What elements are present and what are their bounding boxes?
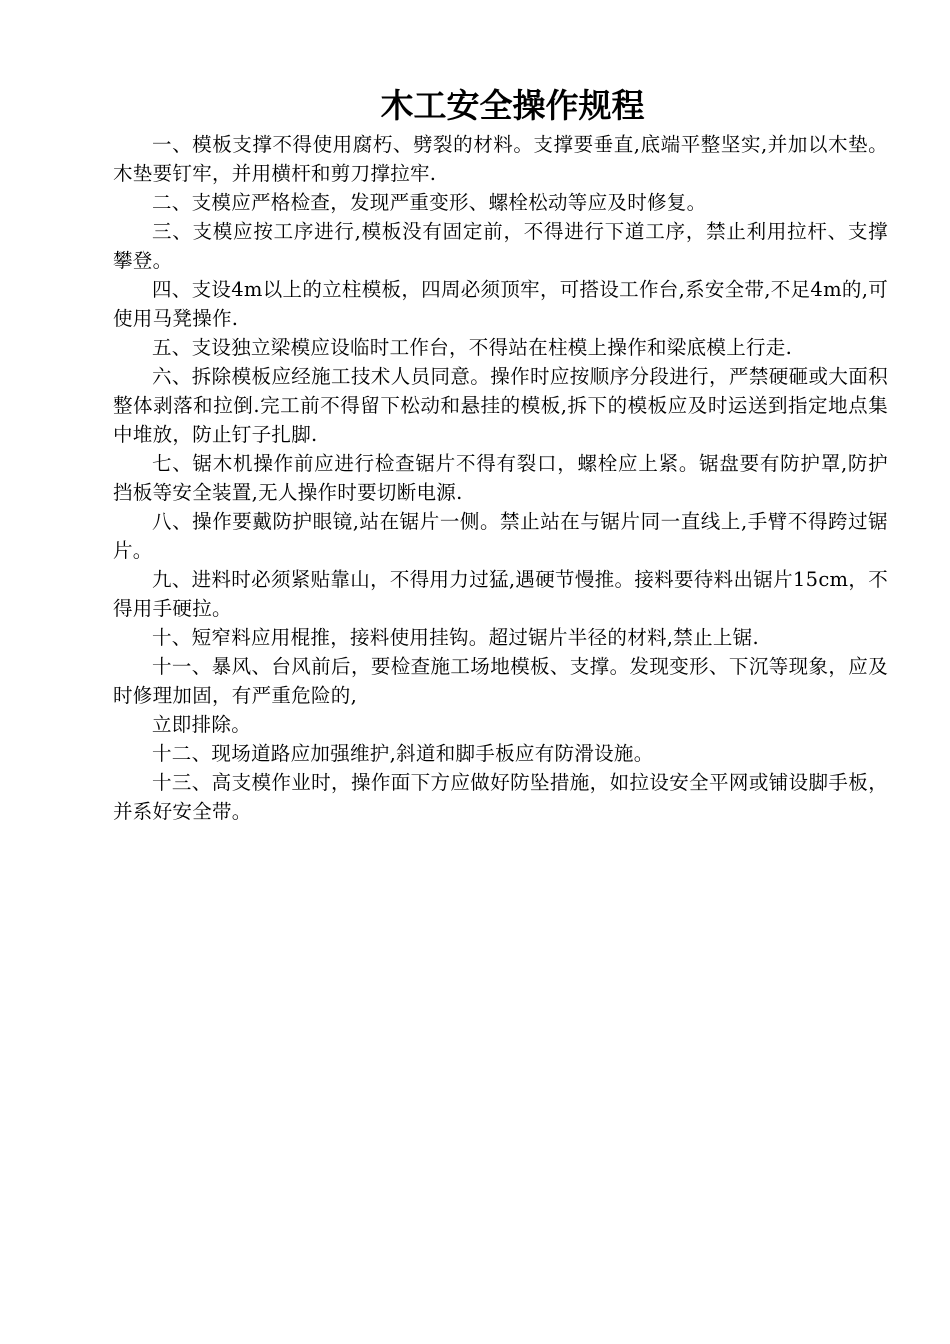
rule-paragraph-11: 十一、暴风、台风前后，要检查施工场地模板、支撑。发现变形、下沉等现象，应及时修理加固，有严重危险的, [113, 655, 888, 707]
rule-paragraph-12: 十二、现场道路应加强维护,斜道和脚手板应有防滑设施。 [152, 742, 654, 765]
rule-paragraph-9: 九、进料时必须紧贴靠山，不得用力过猛,遇硬节慢推。接料要待料出锯片15cm，不得用手硬拉。 [113, 568, 888, 620]
rule-paragraph-2: 二、支模应严格检查，发现严重变形、螺栓松动等应及时修复。 [152, 191, 707, 214]
rule-paragraph-6: 六、拆除模板应经施工技术人员同意。操作时应按顺序分段进行，严禁硬砸或大面积整体剥落和拉倒.完工前不得留下松动和悬挂的模板,拆下的模板应及时运送到指定地点集中堆放，防止钉子扎脚. [113, 365, 888, 446]
rule-paragraph-13: 十三、高支模作业时，操作面下方应做好防坠措施，如拉设安全平网或铺设脚手板，并系好安全带。 [113, 771, 888, 823]
rule-paragraph-4: 四、支设4m以上的立柱模板，四周必须顶牢，可搭设工作台,系安全带,不足4m的,可使用马凳操作. [113, 278, 888, 330]
rule-paragraph-8: 八、操作要戴防护眼镜,站在锯片一侧。禁止站在与锯片同一直线上,手臂不得跨过锯片。 [113, 510, 888, 562]
rule-paragraph-10: 十、短窄料应用棍推，接料使用挂钩。超过锯片半径的材料,禁止上锯. [152, 626, 759, 649]
rule-paragraph-11-continued: 立即排除。 [152, 713, 252, 736]
rule-paragraph-1: 一、模板支撑不得使用腐朽、劈裂的材料。支撑要垂直,底端平整坚实,并加以木垫。木垫要钉牢，并用横杆和剪刀撑拉牢. [113, 133, 888, 185]
document-title: 木工安全操作规程 [380, 86, 645, 125]
document-body [113, 130, 888, 826]
rule-paragraph-7: 七、锯木机操作前应进行检查锯片不得有裂口，螺栓应上紧。锯盘要有防护罩,防护挡板等安全装置,无人操作时要切断电源. [113, 452, 888, 504]
rule-paragraph-5: 五、支设独立梁模应设临时工作台，不得站在柱模上操作和梁底模上行走. [152, 336, 793, 359]
rule-paragraph-3: 三、支模应按工序进行,模板没有固定前，不得进行下道工序，禁止利用拉杆、支撑攀登。 [113, 220, 888, 272]
